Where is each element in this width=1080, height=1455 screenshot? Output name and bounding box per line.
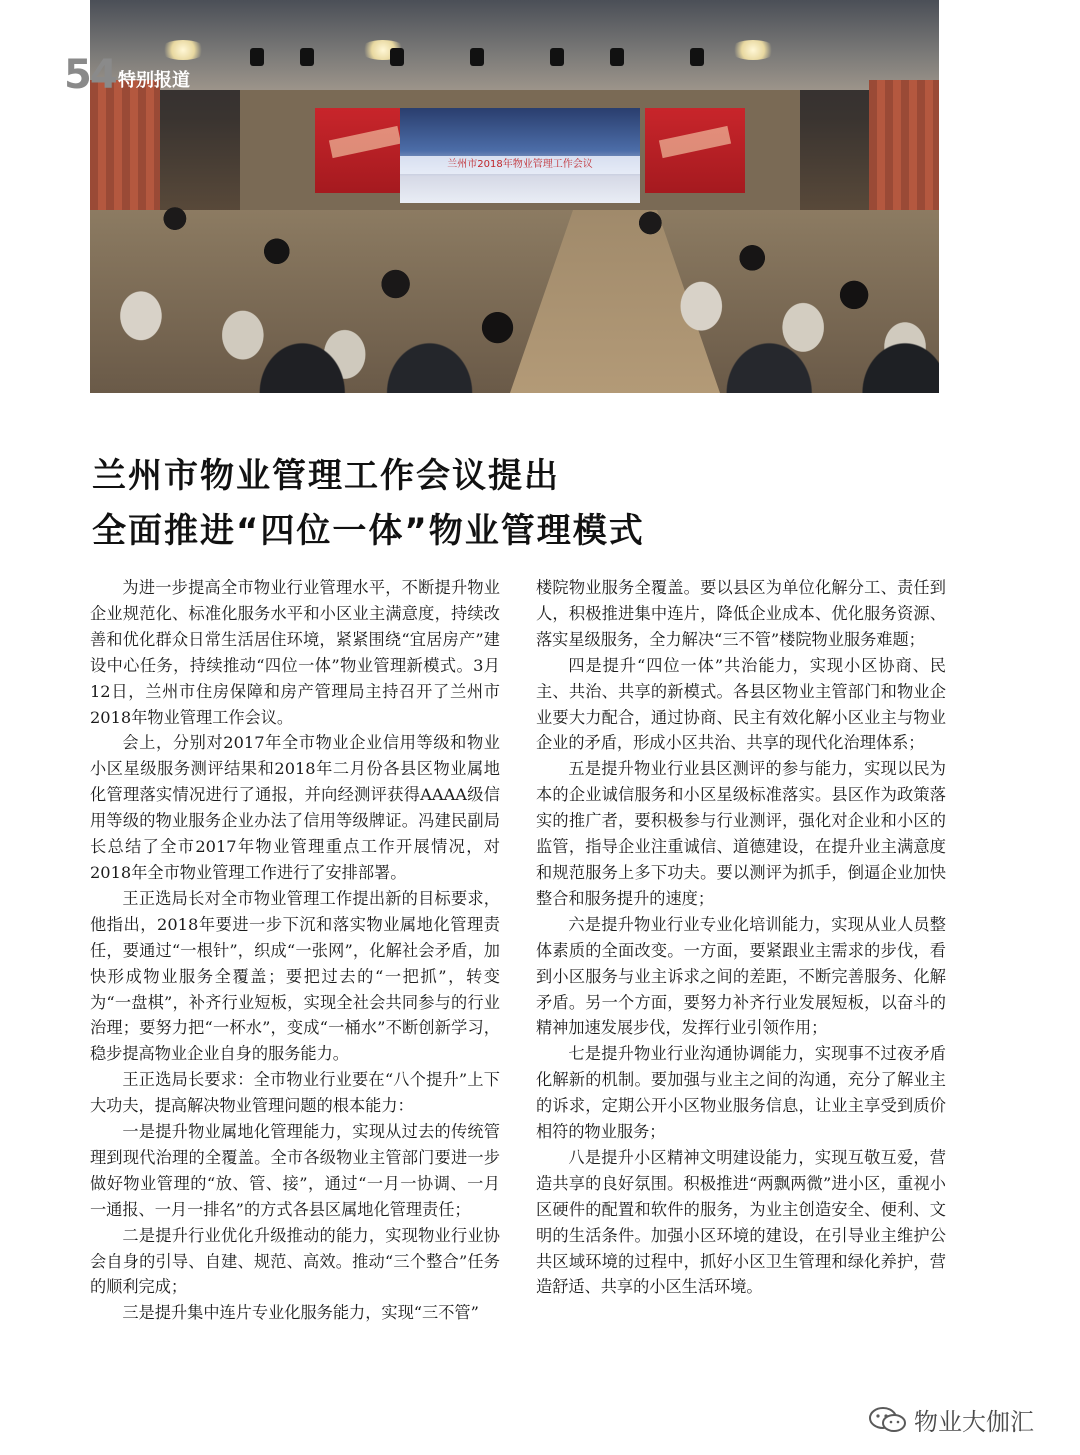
brand-watermark bbox=[868, 1402, 1034, 1437]
paragraph: 六是提升物业行业专业化培训能力，实现从业人员整体素质的全面改变。一方面，要紧跟业主需求的步伐，看到小区服务与业主诉求之间的差距，不断完善服务、化解矛盾。另一个方面，要努力补齐行业发展短板，以奋斗的精神加速发展步伐，发挥行业引领作用； bbox=[536, 914, 946, 1038]
article-title-line-2: 全面推进“四位一体”物业管理模式 bbox=[92, 511, 645, 551]
paragraph: 四是提升“四位一体”共治能力，实现小区协商、民主、共治、共享的新模式。各县区物业主管部门和物业企业要大力配合，通过协商、民主有效化解小区业主与物业企业的矛盾，形成小区共治、共享的现代化治理体系； bbox=[536, 655, 946, 753]
spotlight bbox=[390, 48, 404, 66]
main-screen-band bbox=[400, 156, 640, 174]
paragraph: 七是提升物业行业沟通协调能力，实现事不过夜矛盾化解新的机制。要加强与业主之间的沟通，充分了解业主的诉求，定期公开小区物业服务信息，让业主享受到质价相符的物业服务； bbox=[536, 1044, 946, 1142]
spotlight bbox=[690, 48, 704, 66]
paragraph: 一是提升物业属地化管理能力，实现从过去的传统管理到现代治理的全覆盖。全市各级物业主管部门要进一步做好物业管理的“放、管、接”，通过“一月一协调、一月一通报、一月一排名”的方式各县区属地化管理责任； bbox=[90, 1122, 500, 1219]
article-title-line-1: 兰州市物业管理工作会议提出 bbox=[92, 456, 560, 496]
paragraph: 八是提升小区精神文明建设能力，实现互敬互爱，营造共享的良好氛围。积极推进“两飘两微”进小区，重视小区硬件的配置和软件的服务，为业主创造安全、便利、文明的生活条件。加强小区环境的建设，在引导业主维护公共区域环境的过程中，抓好小区卫生管理和绿化养护，营造舒适、共享的小区生活环境。 bbox=[536, 1147, 946, 1297]
paragraph-continued: 楼院物业服务全覆盖。要以县区为单位化解分工、责任到人，积极推进集中连片，降低企业成本、优化服务资源、落实星级服务，全力解决“三不管”楼院物业服务难题； bbox=[536, 578, 946, 649]
paragraph: 为进一步提高全市物业行业管理水平，不断提升物业企业规范化、标准化服务水平和小区业主满意度，持续改善和优化群众日常生活居住环境，紧紧围绕“宜居房产”建设中心任务，持续推动“四位一体”物业管理新模式。3月12日，兰州市住房保障和房产管理局主持召开了兰州市2018年物业管理工作会议。 bbox=[90, 578, 500, 727]
chandelier bbox=[160, 40, 206, 60]
wechat-icon bbox=[868, 1405, 908, 1435]
paragraph: 二是提升行业优化升级推动的能力，实现物业行业协会自身的引导、自建、规范、高效。推动“三个整合”任务的顺利完成； bbox=[90, 1225, 500, 1297]
article-column-right bbox=[536, 575, 946, 1300]
paragraph: 王正选局长对全市物业管理工作提出新的目标要求，他指出，2018年要进一步下沉和落实物业属地化管理责任，要通过“一根针”，织成“一张网”，化解社会矛盾，加快形成物业服务全覆盖；要把过去的“一把抓”，转变为“一盘棋”，补齐行业短板，实现全社会共同参与的行业治理；要努力把“一杯水”，变成“一桶水”不断创新学习，稳步提高物业企业自身的服务能力。 bbox=[90, 888, 500, 1064]
page-number: 54 bbox=[64, 52, 116, 98]
paragraph: 三是提升集中连片专业化服务能力，实现“三不管” bbox=[122, 1303, 479, 1323]
spotlight bbox=[300, 48, 314, 66]
brand-name: 物业大伽汇 bbox=[914, 1408, 1034, 1436]
spotlight bbox=[550, 48, 564, 66]
conference-photo bbox=[90, 0, 939, 393]
section-tag: 特别报道 bbox=[118, 70, 190, 91]
chandelier bbox=[730, 40, 776, 60]
spotlight bbox=[610, 48, 624, 66]
paragraph: 五是提升物业行业县区测评的参与能力，实现以民为本的企业诚信服务和小区星级标准落实。县区作为政策落实的推广者，要积极参与行业测评，强化对企业和小区的监管，指导企业注重诚信、道德建设，在提升业主满意度和规范服务上多下功夫。要以测评为抓手，倒逼企业加快整合和服务提升的速度； bbox=[536, 759, 946, 908]
article-column-left bbox=[90, 575, 500, 1326]
spotlight bbox=[250, 48, 264, 66]
spotlight bbox=[470, 48, 484, 66]
ceiling bbox=[90, 0, 939, 90]
main-screen-text: 兰州市2018年物业管理工作会议 bbox=[447, 159, 593, 170]
paragraph: 王正选局长要求：全市物业行业要在“八个提升”上下大功夫，提高解决物业管理问题的根本能力： bbox=[90, 1070, 500, 1116]
paragraph: 会上，分别对2017年全市物业企业信用等级和物业小区星级服务测评结果和2018年二月份各县区物业属地化管理落实情况进行了通报，并向经测评获得AAAA级信用等级的物业服务企业办法了信用等级牌证。冯建民副局长总结了全市2017年物业管理重点工作开展情况，对2018年全市物业管理工作进行了安排部署。 bbox=[90, 733, 500, 882]
audience bbox=[90, 175, 939, 393]
